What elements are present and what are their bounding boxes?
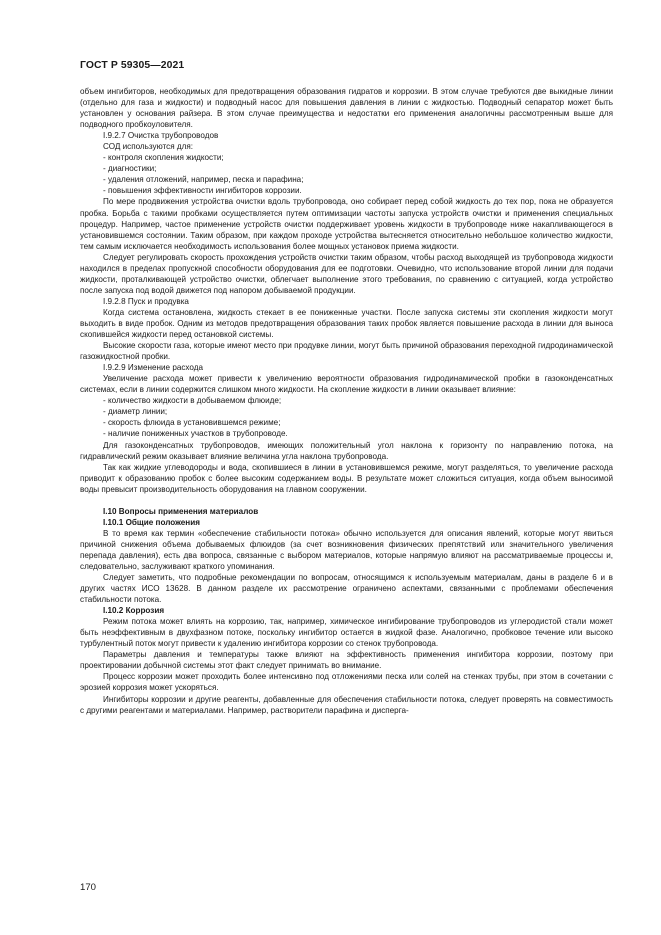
paragraph: Для газоконденсатных трубопроводов, имеющих положительный угол наклона к горизонту по направлению потока, на гидравлический режим оказывает влияние величина угла наклона трубопровода.: [80, 440, 613, 461]
section-heading: I.9.2.8 Пуск и продувка: [103, 296, 189, 306]
paragraph: Ингибиторы коррозии и другие реагенты, добавленные для обеспечения стабильности потока, следует проверять на совместимость с другими реагентами и материалами. Например, растворители парафина и дисперга-: [80, 694, 613, 715]
paragraph: В то время как термин «обеспечение стабильности потока» обычно используется для описания явлений, которые могут явиться причиной снижения объема добываемых флюидов (за счет возникновения физических препятствий или значительного увеличения перепада давления), есть два вопроса, связанные с выбором материалов, которые напрямую влияют на рассматриваемые процессы и, следовательно, заслуживают краткого упоминания.: [80, 528, 613, 571]
list-item: - наличие пониженных участков в трубопроводе.: [103, 429, 288, 439]
section-heading: I.9.2.9 Изменение расхода: [103, 363, 203, 373]
paragraph: По мере продвижения устройства очистки вдоль трубопровода, оно собирает перед собой жидкость до тех пор, пока не образуется пробка. Борьба с такими пробками осуществляется путем оптимизации частоты запуска устройств очистки и применения специальных процедур. Например, частое применение устройств очистки поддерживает уровень жидкости в трубопроводе ниже накапливающегося в установившемся состоянии. Таким образом, при каждом проходе устройства вытесняется относительно небольшое количество жидкости, тем самым исключается необходимость использования более мощных установок приема жидкости.: [80, 197, 613, 251]
page-number: 170: [80, 882, 97, 893]
list-item: - диаметр линии;: [103, 407, 168, 417]
list-item: - количество жидкости в добываемом флюиде;: [103, 396, 282, 406]
list-item: - контроля скопления жидкости;: [103, 153, 224, 163]
paragraph: Следует регулировать скорость прохождения устройств очистки таким образом, чтобы расход выходящей из трубопровода жидкости находился в пределах пропускной способности оборудования для ее подготовки. Очевидно, что использование второй линии для подачи жидкости, проталкивающей устройство очистки, облегчает выполнение этого требования, по сравнению с ситуацией, когда устройство после запуска под водой движется под напором добываемой продукции.: [80, 252, 613, 295]
document-header: ГОСТ Р 59305—2021: [80, 60, 185, 71]
list-item: - скорость флюида в установившемся режиме;: [103, 418, 281, 428]
paragraph: Увеличение расхода может привести к увеличению вероятности образования гидродинамической пробки в газоконденсатных системах, если в линии содержится слишком много жидкости. На скопление жидкости в линии оказывает влияние:: [80, 374, 613, 395]
paragraph: Процесс коррозии может проходить более интенсивно под отложениями песка или солей на стенках трубы, при этом в сочетании с эрозией коррозия может ускоряться.: [80, 672, 613, 693]
paragraph: Так как жидкие углеводороды и вода, скопившиеся в линии в установившемся режиме, могут разделяться, то увеличение расхода приводит к образованию пробок с более высоким содержанием воды. В результате может сложиться ситуация, когда объем выносимой воды превысит производительность оборудования на главном сооружении.: [80, 462, 613, 494]
paragraph: Параметры давления и температуры также влияют на эффективность применения ингибитора коррозии, поэтому при проектировании добычной системы этот факт следует принимать во внимание.: [80, 650, 613, 671]
list-item: - повышения эффективности ингибиторов коррозии.: [103, 186, 302, 196]
document-body: [80, 86, 613, 716]
paragraph: Высокие скорости газа, которые имеют место при продувке линии, могут быть причиной образования переходной гидродинамической газожидкостной пробки.: [80, 341, 613, 362]
paragraph: Режим потока может влиять на коррозию, так, например, химическое ингибирование трубопроводов из углеродистой стали может быть неэффективным в двухфазном потоке, поскольку ингибитор остается в жидкой фазе. Аналогично, пробковое течение или высоко турбулентный поток могут привести к удалению ингибитора коррозии со стенок трубопровода.: [80, 617, 613, 649]
subsection-heading: I.10.1 Общие положения: [103, 517, 200, 527]
subsection-heading: I.10.2 Коррозия: [103, 606, 165, 616]
paragraph: Когда система остановлена, жидкость стекает в ее пониженные участки. После запуска системы эти скопления жидкости могут выходить в виде пробок. Одним из методов предотвращения образования таких пробок является повышение расхода в линии для выноса скопившейся жидкости перед остановкой системы.: [80, 307, 613, 340]
paragraph: объем ингибиторов, необходимых для предотвращения образования гидратов и коррозии. В этом случае требуются две выкидные линии (отдельно для газа и жидкости) и подводный насос для повышения давления в линии с жидкостью. Подводный сепаратор может быть установлен у основания райзера. В этом случае преимущества и недостатки его применения аналогичны рассмотренным выше для подводного пробкоуловителя.: [80, 87, 613, 130]
section-heading: I.9.2.7 Очистка трубопроводов: [103, 131, 219, 141]
list-item: - диагностики;: [103, 164, 157, 174]
list-item: - удаления отложений, например, песка и парафина;: [103, 175, 304, 185]
section-heading: I.10 Вопросы применения материалов: [103, 506, 259, 516]
paragraph: Следует заметить, что подробные рекомендации по вопросам, относящимся к используемым материалам, даны в разделе 6 и в других частях ИСО 13628. В данном разделе их рассмотрение ограничено аспектами, связанными с проблемами обеспечения стабильности потока.: [80, 573, 613, 605]
paragraph: СОД используются для:: [103, 142, 194, 152]
